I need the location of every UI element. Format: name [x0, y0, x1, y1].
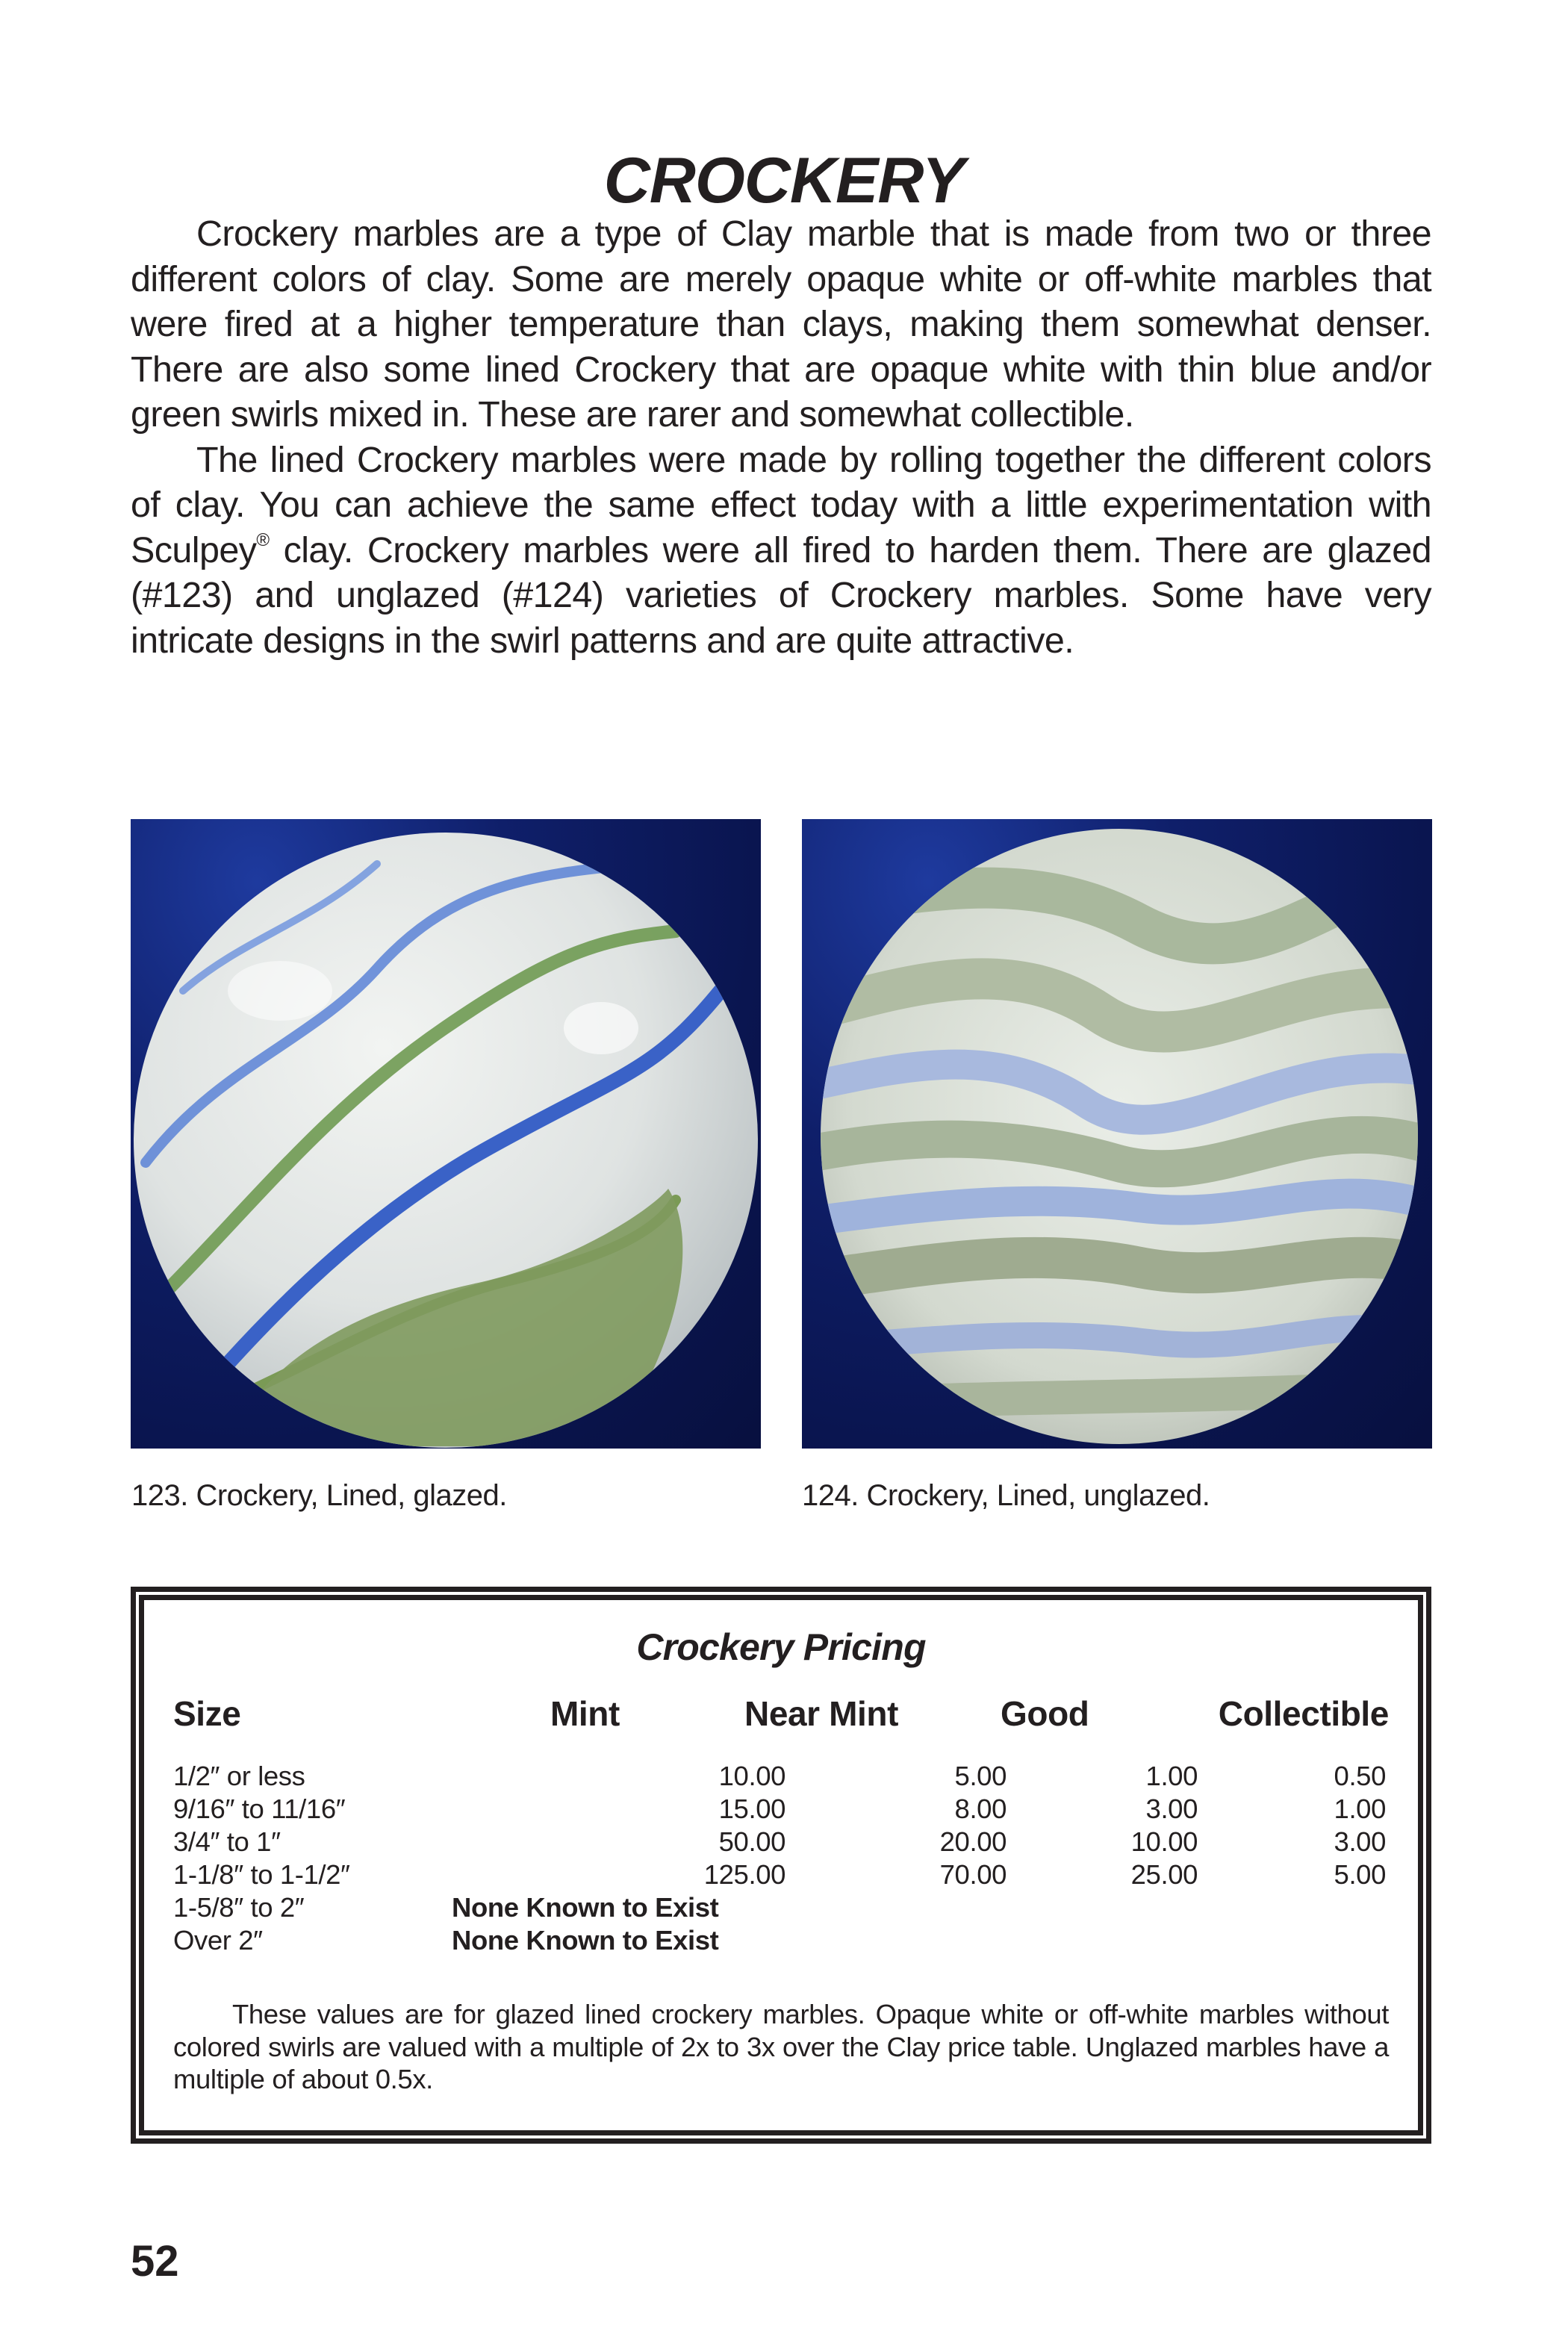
table-row	[173, 1793, 1389, 1826]
header-near-mint: Near Mint	[744, 1694, 898, 1733]
cell-size: 1-5/8″ to 2″	[173, 1892, 305, 1923]
header-good: Good	[1001, 1694, 1089, 1733]
cell-size: 1/2″ or less	[173, 1761, 305, 1791]
header-mint: Mint	[550, 1694, 620, 1733]
cell-size: 1-1/8″ to 1-1/2″	[173, 1859, 350, 1890]
cell-good: 1.00	[1145, 1761, 1198, 1791]
cell-near-mint: 70.00	[939, 1859, 1007, 1890]
pricing-header-row	[173, 1693, 1389, 1761]
table-row	[173, 1826, 1389, 1859]
cell-mint: 50.00	[718, 1826, 785, 1857]
photo-caption-123: 123. Crockery, Lined, glazed.	[131, 1479, 507, 1512]
registered-trademark: ®	[256, 529, 270, 550]
table-row	[173, 1892, 1389, 1925]
cell-collectible: 1.00	[1334, 1793, 1386, 1824]
photo-unglazed-marble	[802, 819, 1432, 1449]
cell-size: 3/4″ to 1″	[173, 1826, 281, 1857]
pricing-table	[173, 1693, 1389, 1958]
photo-caption-124: 124. Crockery, Lined, unglazed.	[802, 1479, 1210, 1512]
table-row	[173, 1925, 1389, 1958]
page-number: 52	[131, 2237, 179, 2286]
cell-mint: 15.00	[718, 1793, 785, 1824]
cell-mint: 125.00	[703, 1859, 785, 1890]
intro-paragraph-1: Crockery marbles are a type of Clay marble that is made from two or three different colors of clay. Some are merely opaque white or off-white marbles that were fired at a higher temperature than clays, making them somewhat denser. There are also some lined Crockery that are opaque white with thin blue and/or green swirls mixed in. These are rarer and somewhat collectible.	[131, 214, 1431, 435]
cell-collectible: 0.50	[1334, 1761, 1386, 1791]
cell-near-mint: 8.00	[954, 1793, 1007, 1824]
table-row	[173, 1859, 1389, 1892]
cell-size: Over 2″	[173, 1925, 263, 1956]
cell-good: 10.00	[1130, 1826, 1198, 1857]
cell-collectible: 5.00	[1334, 1859, 1386, 1890]
cell-near-mint: 5.00	[954, 1761, 1007, 1791]
cell-near-mint: 20.00	[939, 1826, 1007, 1857]
page-title: CROCKERY	[603, 144, 965, 217]
cell-mint: 10.00	[718, 1761, 785, 1791]
cell-none-known: None Known to Exist	[452, 1892, 719, 1923]
marble-glazed-image	[131, 819, 761, 1449]
cell-good: 3.00	[1145, 1793, 1198, 1824]
header-size: Size	[173, 1694, 241, 1733]
header-collectible: Collectible	[1218, 1694, 1389, 1733]
photo-glazed-marble	[131, 819, 761, 1449]
table-row	[173, 1761, 1389, 1793]
pricing-title: Crockery Pricing	[636, 1626, 926, 1668]
cell-none-known: None Known to Exist	[452, 1925, 719, 1956]
intro-paragraph-2: The lined Crockery marbles were made by rolling together the different colors of clay. You can achieve the same effect today with a little experimentation with Sculpey® clay. Crockery marbles were all fired to harden them. There are glazed (#123) and unglazed (#124) varieties of Crockery marbles. Some have very intricate designs in the swirl patterns and are quite attractive.	[131, 439, 1431, 661]
cell-collectible: 3.00	[1334, 1826, 1386, 1857]
intro-text	[131, 211, 1431, 663]
cell-size: 9/16″ to 11/16″	[173, 1793, 346, 1824]
marble-unglazed-image	[802, 819, 1432, 1449]
pricing-footnote: These values are for glazed lined crockery marbles. Opaque white or off-white marbles without colored swirls are valued with a multiple of 2x to 3x over the Clay price table. Unglazed marbles have a multiple of about 0.5x.	[173, 1999, 1389, 2094]
cell-good: 25.00	[1130, 1859, 1198, 1890]
